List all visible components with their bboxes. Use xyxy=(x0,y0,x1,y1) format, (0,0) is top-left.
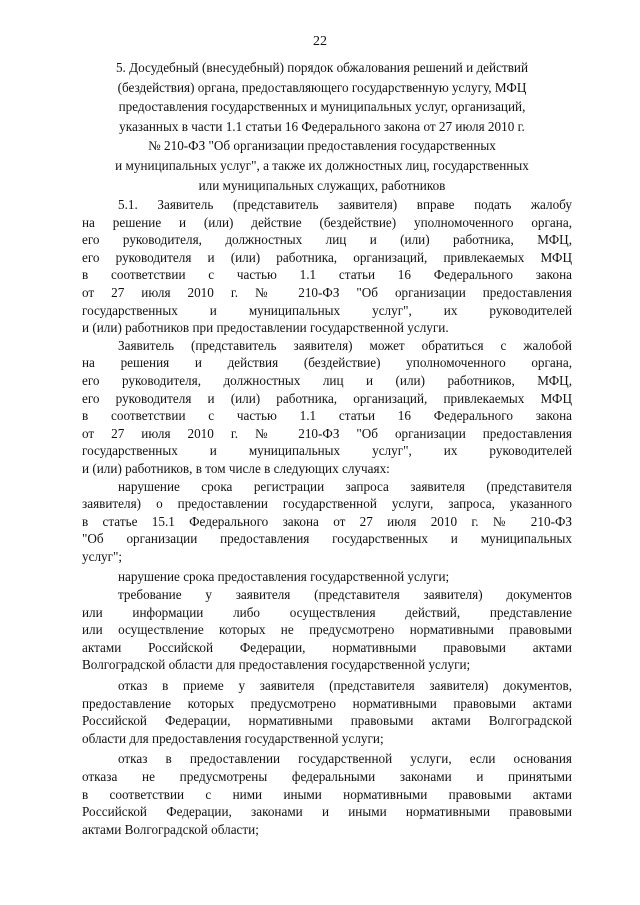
section-heading xyxy=(68,58,576,195)
text-line: его руководителя и (или) работника, организаций, привлекаемых МФЦ xyxy=(82,390,572,406)
heading-line: предоставления государственных и муниципальных услуг, организаций, xyxy=(118,99,526,115)
text-line: на решения и действия (бездействие) уполномоченного органа, xyxy=(82,355,572,371)
page-number: 22 xyxy=(313,34,327,49)
list-item xyxy=(82,478,572,566)
text-line: отказа не предусмотрены федеральными законами и принятыми xyxy=(82,769,572,784)
list-item xyxy=(82,586,572,674)
text-line: в соответствии с частью 1.1 статьи 16 Федерального закона xyxy=(82,408,572,424)
text-line: в статье 15.1 Федерального закона от 27 июля 2010 г. № 210-ФЗ xyxy=(82,513,572,529)
list-item xyxy=(82,568,572,586)
heading-line: или муниципальных служащих, работников xyxy=(198,177,446,193)
text-line: государственных и муниципальных услуг", их руководителей xyxy=(82,302,572,318)
text-line: и (или) работников при предоставлении государственной услуги. xyxy=(82,320,449,336)
text-line: от 27 июля 2010 г. № 210-ФЗ "Об организации предоставления xyxy=(82,284,572,300)
text-line: в соответствии с частью 1.1 статьи 16 Федерального закона xyxy=(82,267,572,283)
heading-line: 5. Досудебный (внесудебный) порядок обжалования решений и действий xyxy=(115,60,529,75)
text-line: на решение и (или) действие (бездействие) уполномоченного органа, xyxy=(82,214,572,230)
text-line: услуг"; xyxy=(82,548,123,564)
text-line: и (или) работников, в том числе в следующих случаях: xyxy=(82,460,390,476)
body-text xyxy=(82,196,572,838)
text-line: его руководителя, должностных лиц и (или) работников, МФЦ, xyxy=(82,372,572,388)
text-line: актами Волгоградской области; xyxy=(82,821,259,837)
text-line: или осуществление которых не предусмотрено нормативными правовыми xyxy=(82,622,572,638)
text-line: заявителя) о предоставлении государственной услуги, запроса, указанного xyxy=(82,496,572,512)
heading-line: указанных в части 1.1 статьи 16 Федерального закона от 27 июля 2010 г. xyxy=(119,118,525,134)
list-item xyxy=(82,677,572,747)
paragraph-5-1 xyxy=(82,196,572,337)
text-line: 5.1. Заявитель (представитель заявителя) вправе подать жалобу xyxy=(118,197,572,212)
paragraph-appeal-grounds xyxy=(82,337,572,478)
text-line: от 27 июля 2010 г. № 210-ФЗ "Об организации предоставления xyxy=(82,425,572,441)
text-line: отказ в предоставлении государственной услуги, если основания xyxy=(118,751,572,767)
text-line: Российской Федерации, нормативными правовыми актами Волгоградской xyxy=(82,713,572,729)
text-line: требование у заявителя (представителя заявителя) документов xyxy=(118,587,572,603)
text-line: области для предоставления государственной услуги; xyxy=(82,730,384,746)
heading-line: и муниципальных услуг", а также их должностных лиц, государственных xyxy=(115,157,529,173)
text-line: предоставление которых предусмотрено нормативными правовыми актами xyxy=(82,695,572,711)
text-line: Заявитель (представитель заявителя) может обратиться с жалобой xyxy=(118,337,572,353)
text-line: Российской Федерации, законами и иными нормативными правовыми xyxy=(82,804,572,820)
text-line: или информации либо осуществления действий, представление xyxy=(82,604,572,620)
heading-line: № 210-ФЗ "Об организации предоставления государственных xyxy=(148,138,496,154)
text-line: его руководителя и (или) работника, организаций, привлекаемых МФЦ xyxy=(82,249,572,265)
text-line: государственных и муниципальных услуг", их руководителей xyxy=(82,443,572,459)
list-item xyxy=(82,750,572,838)
text-line: актами Российской Федерации, нормативными правовыми актами xyxy=(82,639,572,655)
text-line: Волгоградской области для предоставления государственной услуги; xyxy=(82,657,471,673)
heading-line: (бездействия) органа, предоставляющего государственную услугу, МФЦ xyxy=(117,79,527,95)
text-line: нарушение срока предоставления государственной услуги; xyxy=(118,569,450,585)
text-line: "Об организации предоставления государственных и муниципальных xyxy=(82,531,572,547)
text-line: в соответствии с ними иными нормативными правовыми актами xyxy=(82,786,572,802)
text-line: нарушение срока регистрации запроса заявителя (представителя xyxy=(118,478,572,494)
text-line: отказ в приеме у заявителя (представителя заявителя) документов, xyxy=(118,678,572,694)
text-line: его руководителя, должностных лиц и (или) работника, МФЦ, xyxy=(82,232,572,248)
